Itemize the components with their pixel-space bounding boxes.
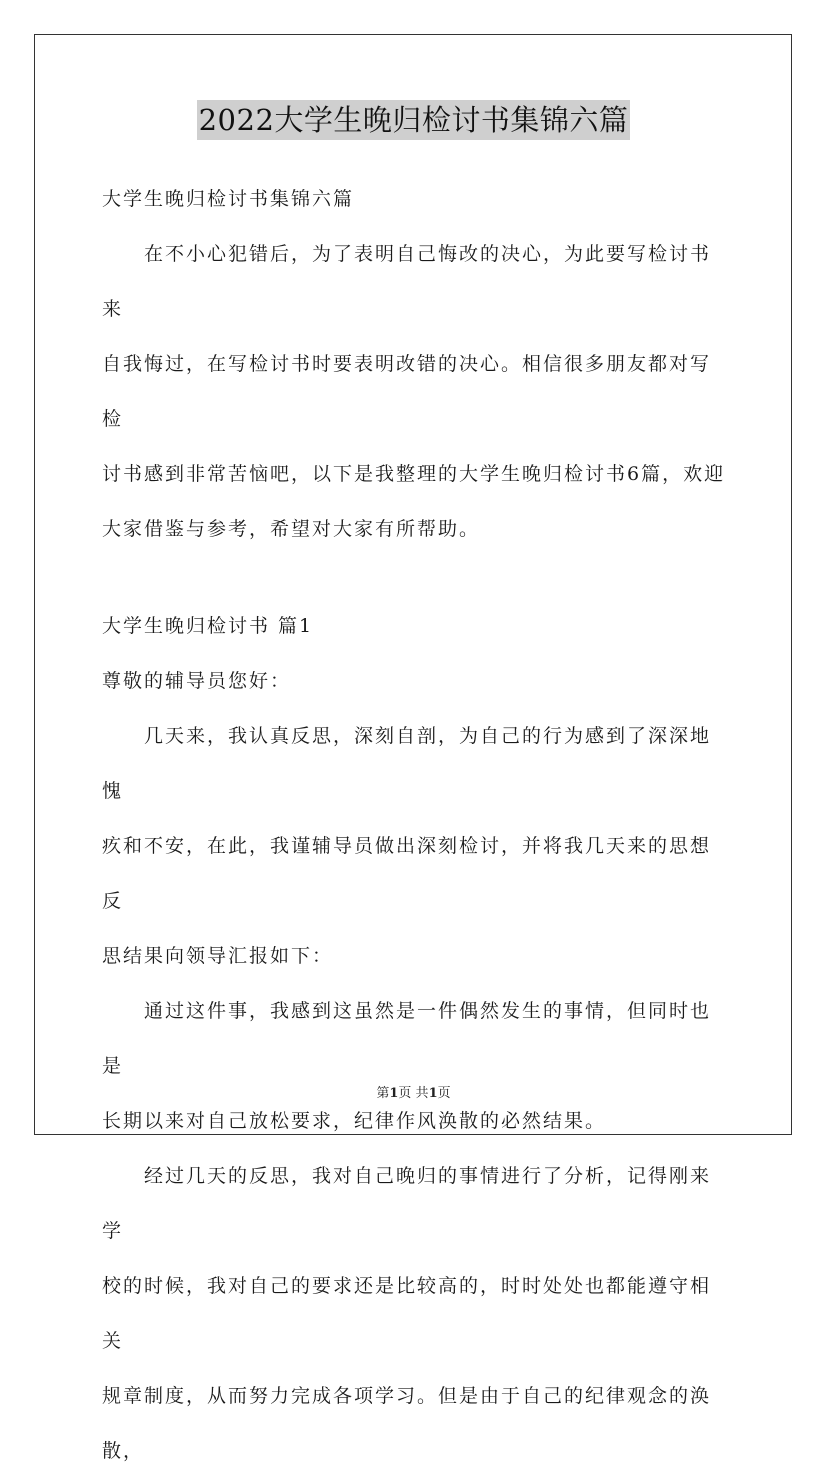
para3-line-1: 经过几天的反思，我对自己晚归的事情进行了分析，记得刚来学	[102, 1165, 712, 1242]
section-heading: 大学生晚归检讨书 篇1	[102, 615, 314, 637]
footer-suffix: 页	[437, 1086, 451, 1101]
salutation: 尊敬的辅导员您好：	[102, 670, 292, 692]
document-title: 2022大学生晚归检讨书集锦六篇	[197, 100, 631, 140]
footer-total-pages: 1	[428, 1086, 438, 1101]
para1-line-3: 思结果向领导汇报如下：	[102, 945, 334, 967]
page-footer	[0, 1082, 827, 1101]
para2-line-1: 通过这件事，我感到这虽然是一件偶然发生的事情，但同时也是	[102, 1000, 712, 1077]
intro-line-4: 大家借鉴与参考，希望对大家有所帮助。	[102, 518, 481, 540]
intro-line-2: 自我悔过，在写检讨书时要表明改错的决心。相信很多朋友都对写检	[102, 353, 712, 430]
footer-mid: 页 共	[398, 1086, 429, 1101]
footer-prefix: 第	[376, 1086, 390, 1101]
intro-line-3: 讨书感到非常苦恼吧，以下是我整理的大学生晚归检讨书6篇，欢迎	[102, 463, 726, 485]
para1-line-2: 疚和不安，在此，我谨辅导员做出深刻检讨，并将我几天来的思想反	[102, 835, 712, 912]
document-body	[102, 172, 730, 1479]
document-subtitle: 大学生晚归检讨书集锦六篇	[102, 188, 355, 210]
footer-current-page: 1	[389, 1086, 399, 1101]
para1-line-1: 几天来，我认真反思，深刻自剖，为自己的行为感到了深深地愧	[102, 725, 712, 802]
para3-line-2: 校的时候，我对自己的要求还是比较高的，时时处处也都能遵守相关	[102, 1275, 712, 1352]
title-container	[0, 100, 827, 140]
paragraph-spacer	[102, 557, 730, 599]
intro-line-1: 在不小心犯错后，为了表明自己悔改的决心，为此要写检讨书来	[102, 243, 712, 320]
para2-line-2: 长期以来对自己放松要求，纪律作风涣散的必然结果。	[102, 1110, 607, 1132]
para3-line-3: 规章制度，从而努力完成各项学习。但是由于自己的纪律观念的涣散，	[102, 1385, 712, 1462]
